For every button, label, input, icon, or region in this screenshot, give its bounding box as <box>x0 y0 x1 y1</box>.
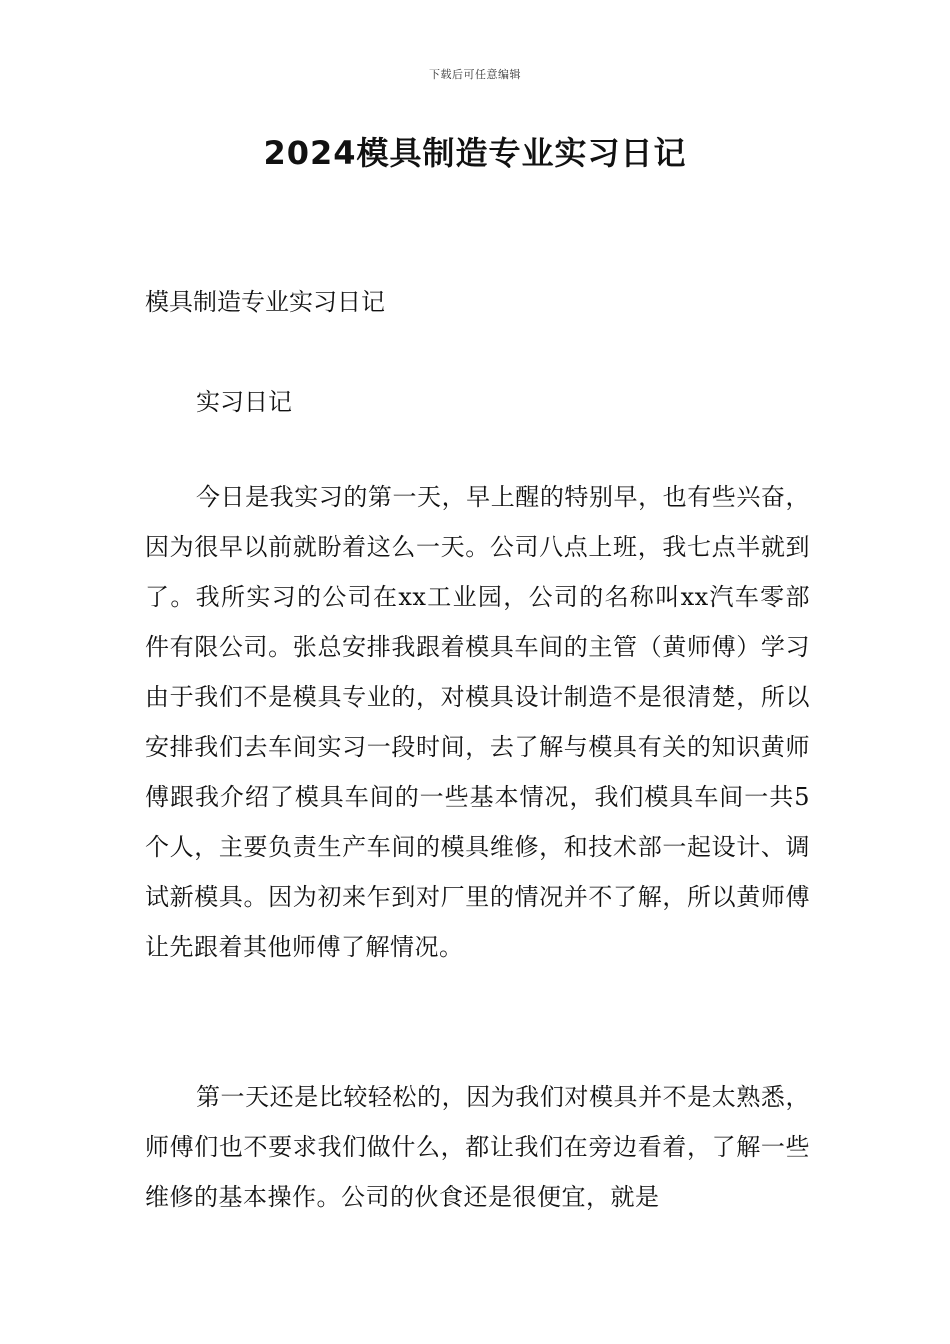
header-note: 下载后可任意编辑 <box>429 68 521 81</box>
document-subtitle: 模具制造专业实习日记 <box>145 288 385 316</box>
document-title: 2024模具制造专业实习日记 <box>263 134 687 172</box>
body-paragraph: 今日是我实习的第一天，早上醒的特别早，也有些兴奋，因为很早以前就盼着这么一天。公司八点上班，我七点半就到了。我所实习的公司在xx工业园，公司的名称叫xx汽车零部件有限公司。张总安排我跟着模具车间的主管（黄师傅）学习由于我们不是模具专业的，对模具设计制造不是很清楚，所以安排我们去车间实习一段时间，去了解与模具有关的知识黄师傅跟我介绍了模具车间的一些基本情况，我们模具车间一共5个人，主要负责生产车间的模具维修，和技术部一起设计、调试新模具。因为初来乍到对厂里的情况并不了解，所以黄师傅让先跟着其他师傅了解情况。 <box>145 483 810 961</box>
body-paragraph: 第一天还是比较轻松的，因为我们对模具并不是太熟悉，师傅们也不要求我们做什么，都让我们在旁边看着，了解一些维修的基本操作。公司的伙食还是很便宜，就是 <box>145 1083 810 1211</box>
section-heading: 实习日记 <box>196 388 292 416</box>
